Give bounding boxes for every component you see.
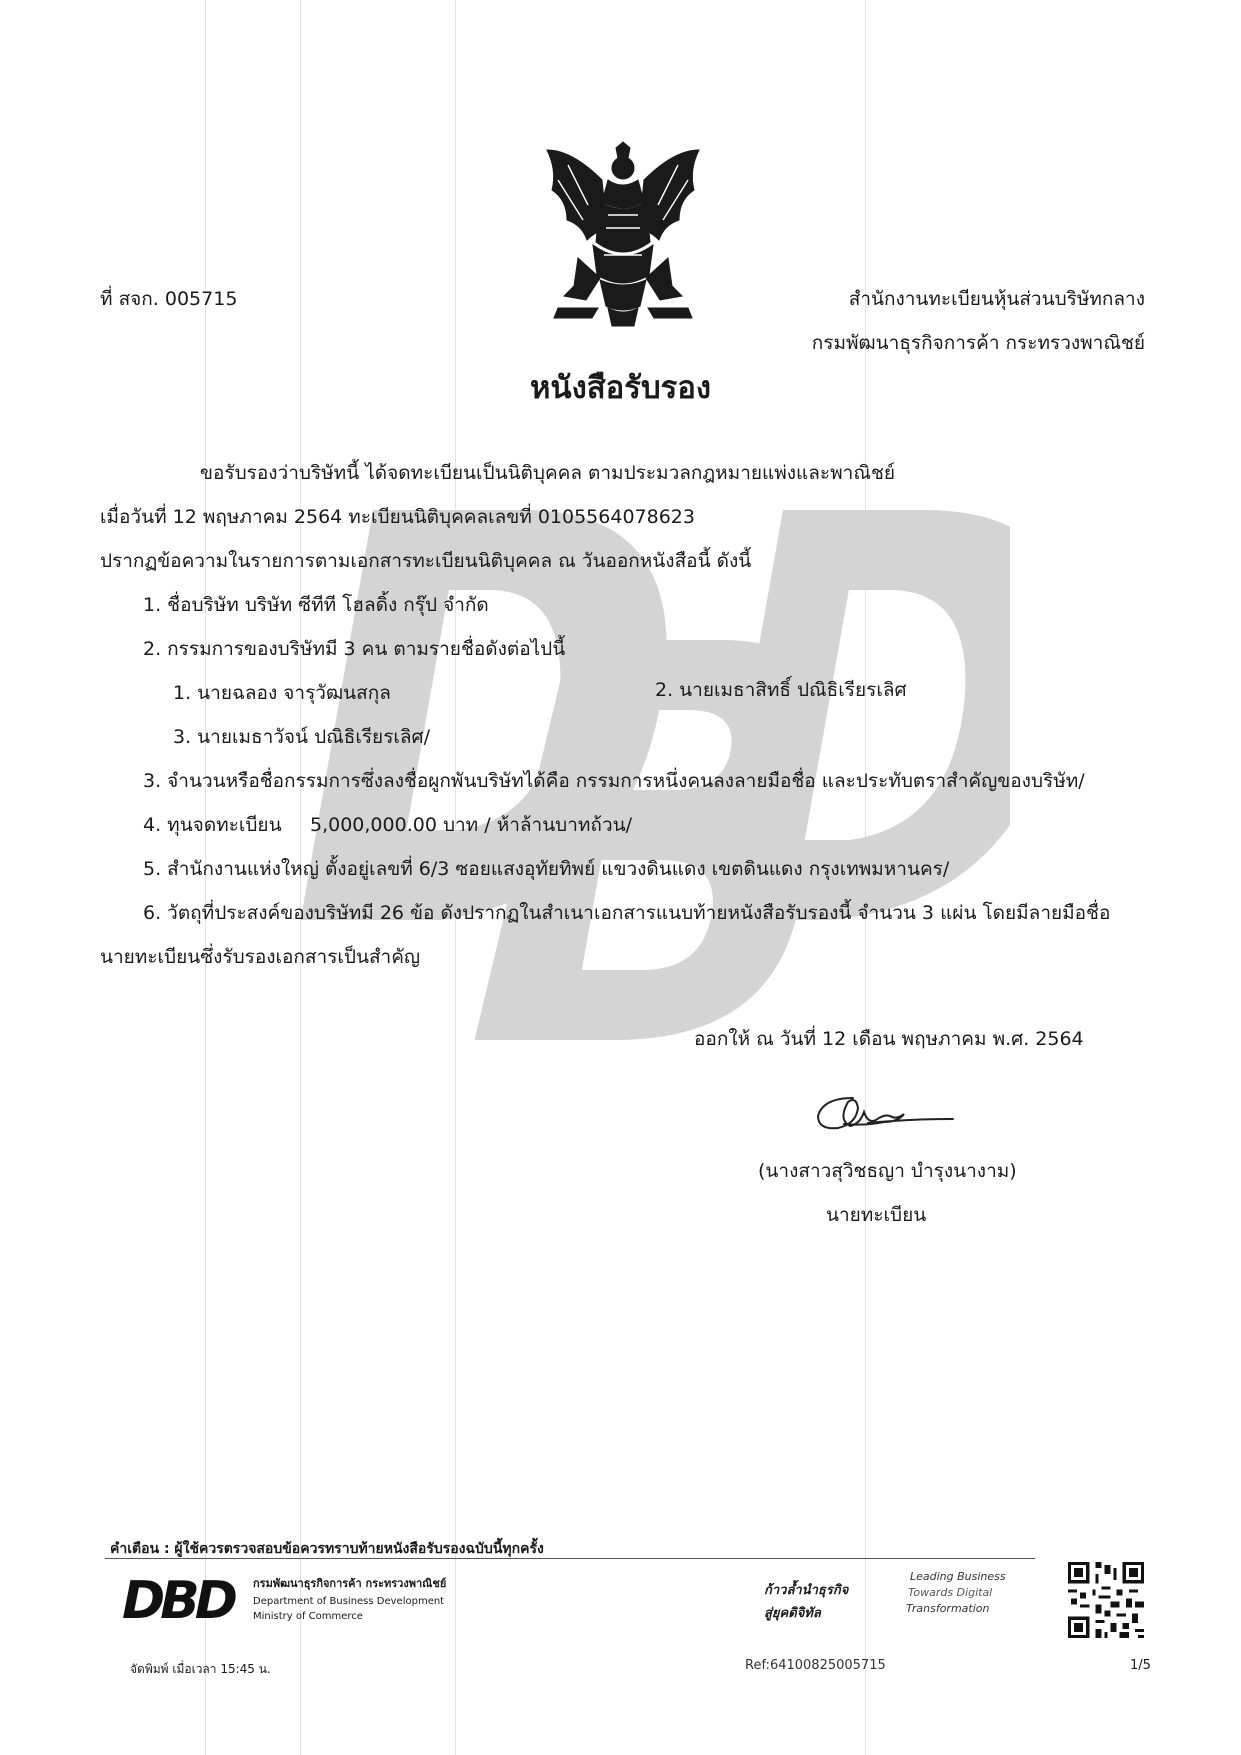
intro-line-1: ขอรับรองว่าบริษัทนี้ ได้จดทะเบียนเป็นนิติบุคคล ตามประมวลกฎหมายแพ่งและพาณิชย์ — [200, 462, 895, 484]
item-capital-value: 5,000,000.00 บาท / ห้าล้านบาทถ้วน/ — [310, 814, 632, 836]
slogan-english-3: Transformation — [906, 1602, 990, 1615]
intro-line-3: ปรากฏข้อความในรายการตามเอกสารทะเบียนนิติบุคคล ณ วันออกหนังสือนี้ ดังนี้ — [100, 550, 752, 572]
dept-english-1: Department of Business Development — [253, 1596, 445, 1607]
garuda-emblem-icon — [538, 140, 708, 330]
warning-note: คำเตือน : ผู้ใช้ควรตรวจสอบข้อควรทราบท้ายหนังสือรับรองฉบับนี้ทุกครั้ง — [110, 1541, 544, 1557]
dept-english-2: Ministry of Commerce — [253, 1611, 363, 1622]
office-name: สำนักงานทะเบียนหุ้นส่วนบริษัทกลาง — [848, 288, 1145, 310]
director-2: 2. นายเมธาสิทธิ์ ปณิธิเรียรเลิศ — [655, 679, 907, 701]
slogan-english-1: Leading Business — [910, 1570, 1006, 1583]
issue-date: ออกให้ ณ วันที่ 12 เดือน พฤษภาคม พ.ศ. 2564 — [694, 1028, 1084, 1050]
slogan-english-2: Towards Digital — [908, 1586, 993, 1599]
page-number: 1/5 — [1130, 1658, 1151, 1673]
item-capital-label: 4. ทุนจดทะเบียน — [143, 814, 282, 836]
signer-title: นายทะเบียน — [826, 1204, 927, 1226]
item-head-office: 5. สำนักงานแห่งใหญ่ ตั้งอยู่เลขที่ 6/3 ซอยแสงอุทัยทิพย์ แขวงดินแดง เขตดินแดง กรุงเทพมหานคร/ — [143, 858, 950, 880]
item-company-name: 1. ชื่อบริษัท บริษัท ซีทีที โฮลดิ้ง กรุ๊ป จำกัด — [143, 594, 489, 616]
slogan-thai-1: ก้าวล้ำนำธุรกิจ — [764, 1583, 849, 1598]
registrar-signature — [808, 1083, 958, 1138]
item-objectives-cont: นายทะเบียนซึ่งรับรองเอกสารเป็นสำคัญ — [100, 946, 421, 968]
footer-divider — [105, 1558, 1035, 1559]
dept-thai: กรมพัฒนาธุรกิจการค้า กระทรวงพาณิชย์ — [253, 1577, 447, 1590]
signer-name: (นางสาวสุวิชธญา บำรุงนางาม) — [758, 1160, 1017, 1182]
director-3: 3. นายเมธาวัจน์ ปณิธิเรียรเลิศ/ — [173, 726, 430, 748]
department-name: กรมพัฒนาธุรกิจการค้า กระทรวงพาณิชย์ — [811, 332, 1145, 354]
item-directors: 2. กรรมการของบริษัทมี 3 คน ตามรายชื่อดังต่อไปนี้ — [143, 638, 566, 660]
slogan-thai-2: สู่ยุคดิจิทัล — [764, 1606, 821, 1621]
page-title: หนังสือรับรอง — [530, 370, 712, 406]
intro-line-2: เมื่อวันที่ 12 พฤษภาคม 2564 ทะเบียนนิติบุคคลเลขที่ 0105564078623 — [100, 506, 695, 528]
reference-number: ที่ สจก. 005715 — [100, 288, 238, 310]
qr-code-icon — [1068, 1562, 1144, 1638]
item-signing-authority: 3. จำนวนหรือชื่อกรรมการซึ่งลงชื่อผูกพันบริษัทได้คือ กรรมการหนึ่งคนลงลายมือชื่อ และประทับตราสำคัญของบริษัท/ — [143, 770, 1085, 792]
print-time: จัดพิมพ์ เมื่อเวลา 15:45 น. — [130, 1662, 271, 1676]
director-1: 1. นายฉลอง จารุวัฒนสกุล — [173, 682, 391, 704]
item-objectives: 6. วัตถุที่ประสงค์ของบริษัทมี 26 ข้อ ดังปรากฏในสำเนาเอกสารแนบท้ายหนังสือรับรองนี้ จำนวน 3 แผ่น โดยมีลายมือชื่อ — [143, 902, 1111, 924]
dbd-logo: DBD — [122, 1571, 233, 1631]
reference-code: Ref:64100825005715 — [745, 1658, 886, 1673]
